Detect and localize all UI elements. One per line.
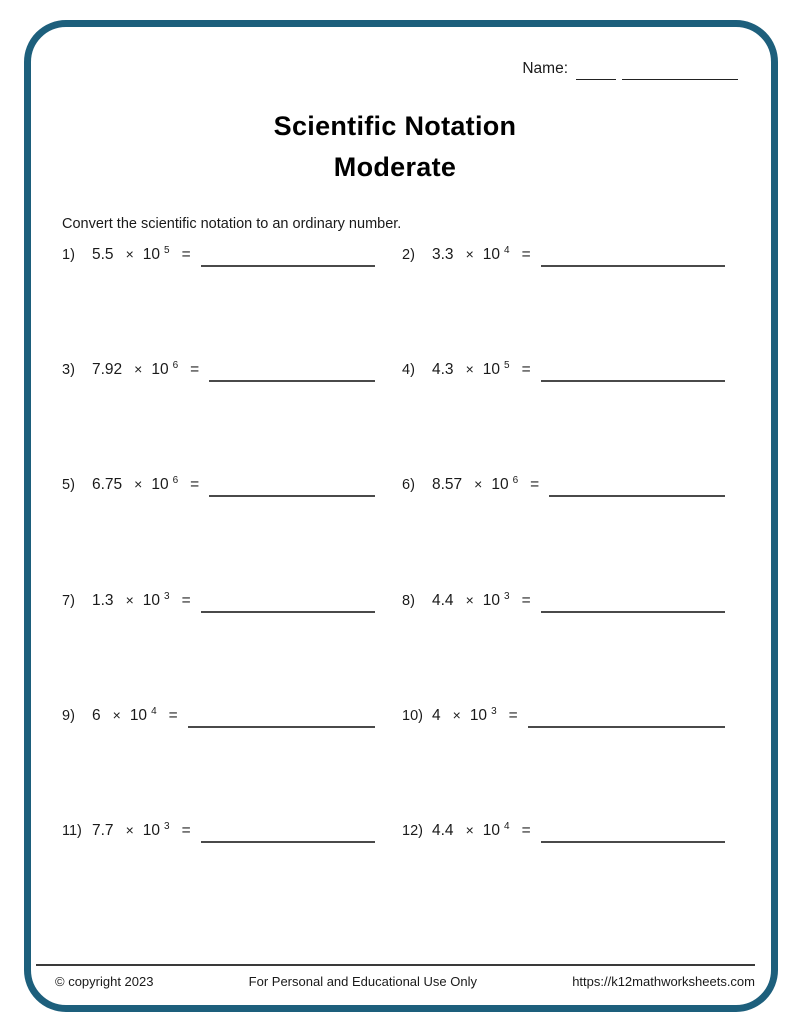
exponent: 4 [151, 705, 157, 717]
equals-sign: = [181, 821, 191, 839]
multiply-sign: × [125, 246, 134, 262]
name-answer-line-short[interactable] [576, 62, 616, 80]
answer-line[interactable] [541, 380, 725, 382]
title-line-1: Scientific Notation [273, 111, 517, 141]
exponent: 3 [164, 820, 170, 832]
coefficient: 4.4 [432, 821, 454, 839]
problem-12 [402, 822, 725, 846]
coefficient: 6.75 [92, 476, 123, 494]
exponent: 3 [164, 590, 170, 602]
equals-sign: = [530, 476, 540, 494]
multiply-sign: × [125, 591, 134, 608]
equals-sign: = [521, 821, 531, 839]
exponent: 6 [172, 475, 179, 487]
base-ten: 10 [482, 246, 500, 263]
equals-sign: = [521, 246, 531, 263]
problem-3 [62, 361, 375, 385]
answer-line[interactable] [209, 380, 375, 382]
equals-sign: = [521, 591, 531, 609]
base-ten: 10 [482, 591, 500, 609]
exponent: 6 [172, 360, 179, 372]
multiply-sign: × [474, 476, 483, 493]
instruction-text: Convert the scientific notation to an ordinary number. [62, 216, 402, 232]
problem-number: 11) [62, 822, 82, 839]
problem-number: 7) [62, 592, 75, 609]
equals-sign: = [181, 591, 191, 609]
exponent: 3 [491, 705, 497, 717]
multiply-sign: × [112, 706, 121, 723]
problem-number: 6) [402, 477, 415, 494]
problem-number: 4) [402, 362, 415, 379]
problem-number: 3) [62, 362, 75, 379]
multiply-sign: × [134, 476, 143, 493]
problem-4 [402, 361, 725, 385]
answer-line[interactable] [201, 265, 375, 267]
problem-number: 5) [62, 477, 75, 494]
name-row [0, 60, 738, 80]
problem-number: 8) [402, 592, 415, 609]
problem-number: 2) [402, 247, 415, 263]
footer [55, 974, 755, 989]
problem-1 [62, 246, 375, 270]
multiply-sign: × [465, 361, 474, 378]
problem-2 [402, 246, 725, 270]
multiply-sign: × [134, 361, 143, 378]
base-ten: 10 [142, 246, 160, 263]
multiply-sign: × [465, 246, 474, 262]
problem-6 [402, 476, 725, 500]
exponent: 6 [512, 475, 519, 487]
equals-sign: = [181, 246, 191, 263]
base-ten: 10 [469, 706, 488, 724]
base-ten: 10 [482, 821, 500, 839]
coefficient: 1.3 [92, 591, 114, 609]
exponent: 4 [504, 245, 510, 256]
exponent: 4 [504, 820, 510, 832]
footer-divider [36, 964, 755, 966]
multiply-sign: × [452, 706, 461, 723]
equals-sign: = [508, 706, 518, 724]
problem-number: 12) [402, 822, 423, 839]
problem-10 [402, 707, 725, 731]
name-answer-line[interactable] [622, 62, 738, 80]
coefficient: 7.7 [92, 821, 114, 839]
equals-sign: = [168, 706, 178, 724]
answer-line[interactable] [549, 495, 725, 497]
base-ten: 10 [142, 821, 160, 839]
name-label: Name: [522, 60, 568, 77]
problems-grid [62, 246, 725, 937]
multiply-sign: × [465, 591, 474, 608]
base-ten: 10 [151, 476, 169, 494]
problem-5 [62, 476, 375, 500]
page-title [0, 106, 790, 188]
answer-line[interactable] [209, 495, 375, 497]
website-link[interactable]: https://k12mathworksheets.com [572, 974, 755, 989]
coefficient: 5.5 [92, 246, 114, 263]
answer-line[interactable] [528, 726, 725, 728]
equals-sign: = [521, 361, 531, 379]
coefficient: 3.3 [432, 246, 454, 263]
problem-11 [62, 822, 375, 846]
exponent: 3 [504, 590, 510, 602]
coefficient: 4 [432, 706, 441, 724]
equals-sign: = [190, 476, 200, 494]
coefficient: 7.92 [92, 361, 123, 379]
answer-line[interactable] [188, 726, 375, 728]
coefficient: 4.4 [432, 591, 454, 609]
base-ten: 10 [482, 361, 500, 379]
answer-line[interactable] [201, 841, 375, 843]
coefficient: 4.3 [432, 361, 454, 379]
answer-line[interactable] [541, 611, 725, 613]
multiply-sign: × [125, 821, 134, 838]
base-ten: 10 [151, 361, 169, 379]
problem-number: 1) [62, 247, 75, 263]
exponent: 5 [504, 360, 510, 372]
answer-line[interactable] [541, 265, 725, 267]
coefficient: 6 [92, 706, 101, 724]
problem-number: 10) [402, 707, 423, 724]
problem-9 [62, 707, 375, 731]
coefficient: 8.57 [432, 476, 463, 494]
base-ten: 10 [129, 706, 148, 724]
exponent: 5 [164, 245, 170, 256]
base-ten: 10 [142, 591, 160, 609]
equals-sign: = [190, 361, 200, 379]
title-line-2: Moderate [333, 152, 457, 182]
problem-number: 9) [62, 707, 75, 724]
answer-line[interactable] [541, 841, 725, 843]
base-ten: 10 [491, 476, 509, 494]
problem-8 [402, 592, 725, 616]
problem-7 [62, 592, 375, 616]
copyright-text: © copyright 2023 [55, 974, 154, 989]
multiply-sign: × [465, 821, 474, 838]
answer-line[interactable] [201, 611, 375, 613]
usage-text: For Personal and Educational Use Only [248, 974, 478, 989]
